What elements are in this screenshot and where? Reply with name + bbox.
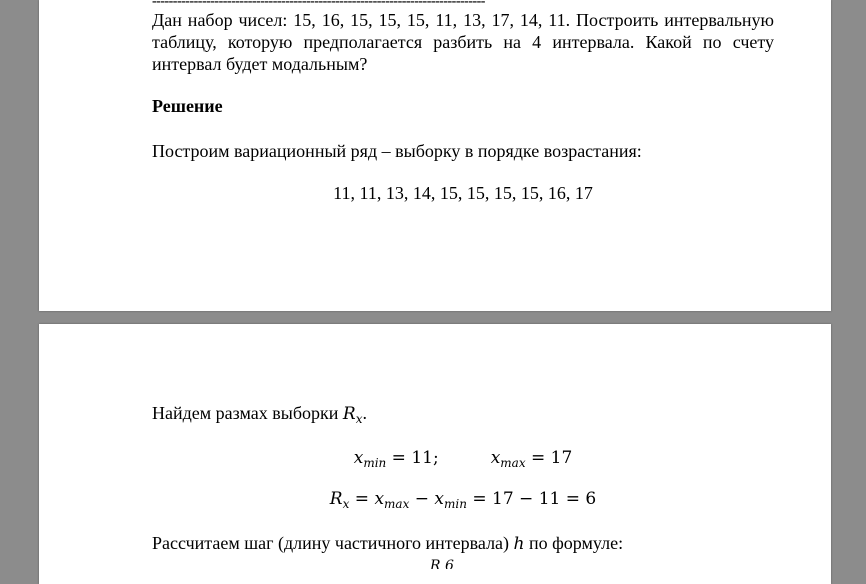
range-text-prefix: Найдем размах выборки bbox=[152, 403, 343, 423]
xmax-expression: $x_{max} = 17$ bbox=[490, 448, 573, 470]
cut-off-formula-fragment: R 6 bbox=[430, 558, 454, 569]
step-text-suffix: по формуле: bbox=[524, 533, 624, 553]
range-symbol: $R_x$ bbox=[342, 404, 363, 426]
xmin-expression: $x_{min} = 11$; bbox=[353, 448, 439, 470]
step-symbol: h bbox=[513, 534, 525, 554]
separator-line: -------------------------------------------------------------------------------- bbox=[152, 0, 485, 9]
document-page-2 bbox=[39, 324, 831, 584]
problem-statement: Дан набор чисел: 15, 16, 15, 15, 15, 11, 13, 17, 14, 11. Построить интервальную таблицу, которую предполагается разбить на 4 интервала. Какой по счету интервал будет модальным? bbox=[152, 10, 774, 74]
range-text-suffix: . bbox=[362, 403, 367, 423]
solution-heading: Решение bbox=[152, 96, 223, 116]
range-formula: $R_x = x_{max} - x_{min} = 17 - 11 = 6$ bbox=[329, 489, 597, 511]
min-max-equation bbox=[152, 447, 774, 469]
step-variation-series: Построим вариационный ряд – выборку в порядке возрастания: bbox=[152, 141, 642, 161]
step-text-prefix: Рассчитаем шаг (длину частичного интервала) bbox=[152, 533, 514, 553]
sorted-series: 11, 11, 13, 14, 15, 15, 15, 15, 16, 17 bbox=[333, 183, 593, 203]
step-paragraph bbox=[152, 532, 774, 555]
document-page-1 bbox=[39, 0, 831, 311]
range-paragraph bbox=[152, 402, 774, 425]
